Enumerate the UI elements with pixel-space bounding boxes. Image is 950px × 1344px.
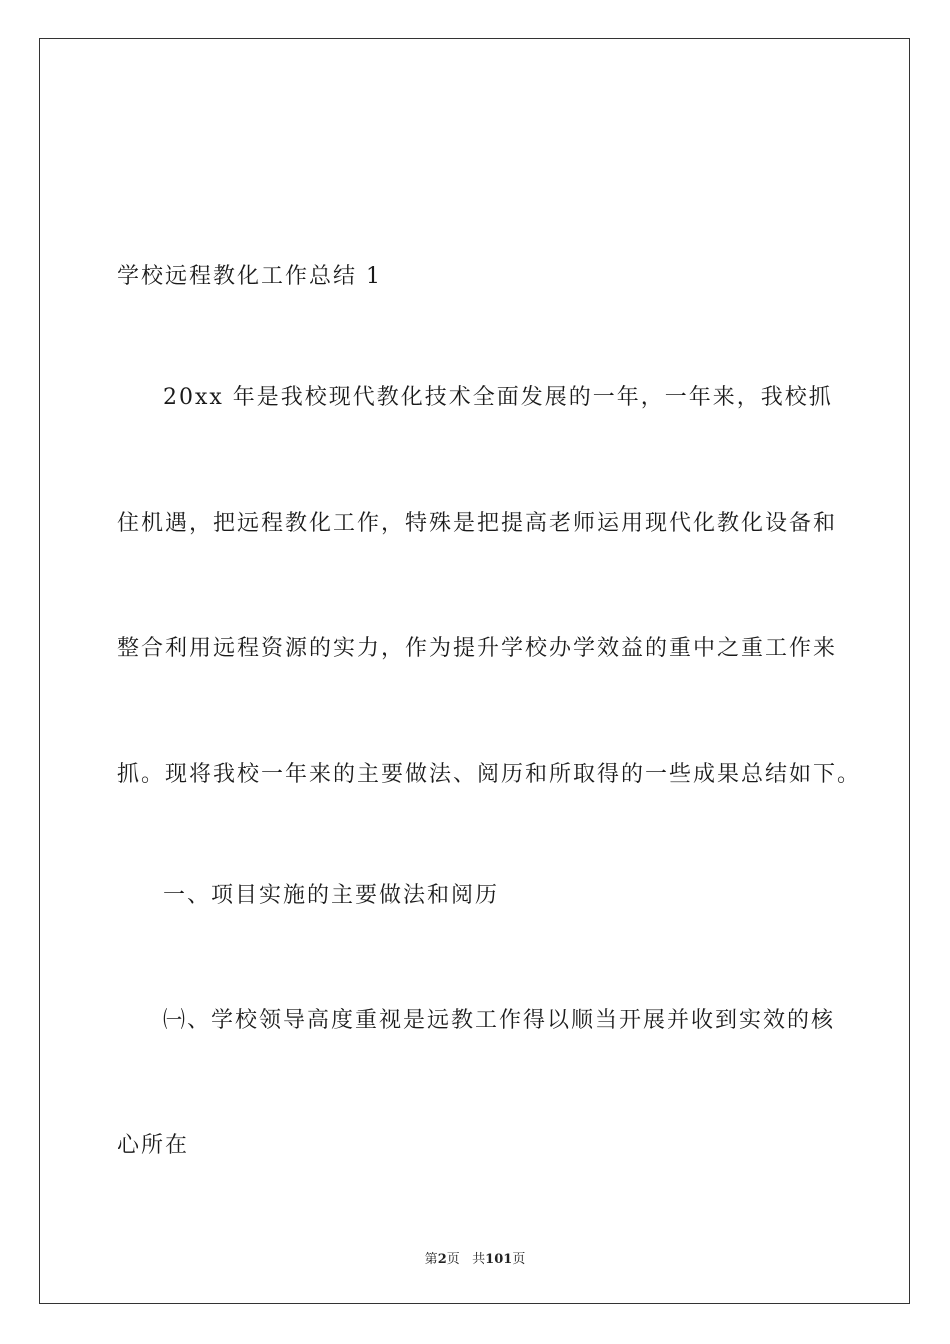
footer-page-suffix: 页: [446, 1252, 460, 1267]
paragraph-line-1: 20xx 年是我校现代教化技术全面发展的一年，一年来，我校抓: [163, 385, 833, 410]
paragraph-line-4: 抓。现将我校一年来的主要做法、阅历和所取得的一些成果总结如下。: [117, 762, 862, 787]
paragraph-line-3: 整合利用远程资源的实力，作为提升学校办学效益的重中之重工作来: [117, 636, 838, 661]
footer-page-number: 2: [437, 1252, 447, 1267]
footer-prefix: 第: [424, 1252, 438, 1267]
page-footer: [0, 1248, 950, 1267]
section-heading: 一、项目实施的主要做法和阅历: [163, 883, 500, 908]
subsection-line-2: 心所在: [117, 1133, 190, 1158]
footer-total-suffix: 页: [512, 1252, 526, 1267]
subsection-line-1: ㈠、学校领导高度重视是远教工作得以顺当开展并收到实效的核: [163, 1008, 836, 1033]
footer-total-pages: 101: [485, 1252, 513, 1267]
page-border: [39, 38, 910, 1304]
footer-total-prefix: 共: [472, 1252, 486, 1267]
document-title: 学校远程教化工作总结 1: [117, 264, 382, 289]
paragraph-line-2: 住机遇，把远程教化工作，特殊是把提高老师运用现代化教化设备和: [117, 511, 838, 536]
